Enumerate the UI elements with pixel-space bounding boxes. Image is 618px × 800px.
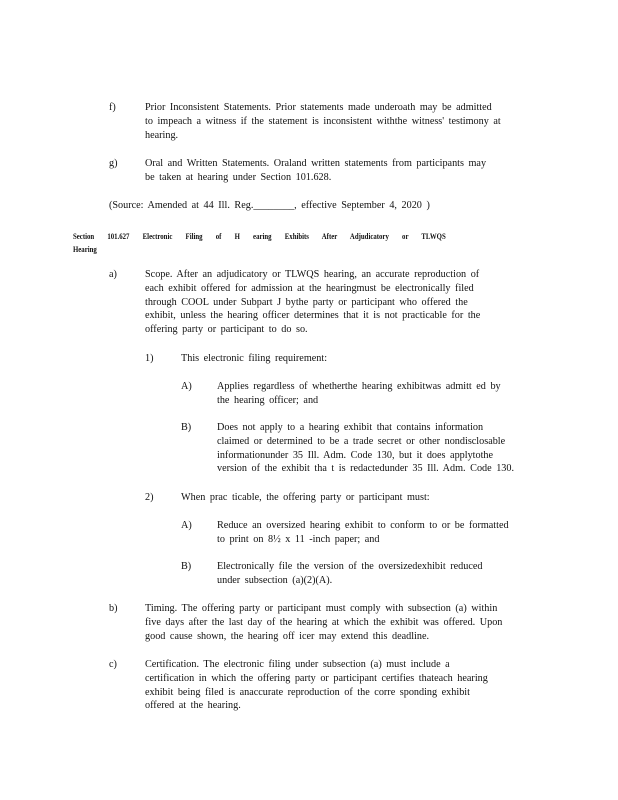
text-line: Reduce an oversized hearing exhibit to conform to or be formatted (217, 520, 509, 531)
text-line: version of the exhibit tha t is redactedunder 35 Ill. Adm. Code 130. (217, 463, 515, 475)
item-a2-text (181, 491, 430, 505)
text-line: under subsection (a)(2)(A). (217, 574, 333, 586)
item-label-g: g) (109, 158, 118, 169)
text-line: informationunder 35 Ill. Adm. Code 130, but it does applytothe (217, 449, 494, 461)
section-heading (73, 230, 446, 256)
section-heading-line: Section 101.627 Electronic Filing of H earing Exhibits After Adjudicatory or TLWQS (73, 232, 446, 241)
text-line: each exhibit offered for admission at the hearingmust be electronically filed (145, 282, 474, 294)
text-line: exhibit, unless the hearing officer determines that it is not practicable for the (145, 310, 481, 322)
text-line: Timing. The offering party or participant must comply with subsection (a) within (145, 603, 498, 614)
item-label-a1: 1) (145, 353, 154, 364)
item-label-a: a) (109, 269, 117, 280)
section-heading-line: Hearing (73, 245, 97, 254)
item-a1B-text (217, 421, 514, 476)
text-line: hearing. (145, 129, 179, 141)
item-b-text (145, 602, 502, 643)
text-line: Certification. The electronic filing under subsection (a) must include a (145, 659, 450, 670)
text-line: through COOL under Subpart J bythe party or participant who offered the (145, 296, 468, 308)
text-line: Does not apply to a hearing exhibit that contains information (217, 422, 484, 433)
text-line: Scope. After an adjudicatory or TLWQS hearing, an accurate reproduction of (145, 269, 480, 280)
item-c-text (145, 658, 488, 713)
item-a1A-text (217, 380, 501, 408)
item-f-text (145, 101, 501, 142)
item-a2B-text (217, 560, 482, 588)
text-line: Prior Inconsistent Statements. Prior statements made underoath may be admitted (145, 102, 492, 113)
item-label-a2A: A) (181, 520, 192, 531)
text-line: be taken at hearing under Section 101.628. (145, 171, 332, 183)
text-line: five days after the last day of the hearing at which the exhibit was offered. Upon (145, 616, 503, 628)
text-line: certification in which the offering party or participant certifies thateach hearing (145, 672, 488, 684)
text-line: exhibit being filed is anaccurate reproduction of the corre sponding exhibit (145, 686, 470, 698)
source-note (109, 199, 430, 213)
text-line: offered at the hearing. (145, 700, 241, 712)
item-a1-text (181, 352, 327, 366)
text-line: Applies regardless of whetherthe hearing exhibitwas admitt ed by (217, 381, 501, 392)
item-a-text (145, 268, 480, 337)
text-line: This electronic filing requirement: (181, 353, 328, 364)
text-line: good cause shown, the hearing off icer may extend this deadline. (145, 630, 430, 642)
text-line: offering party or participant to do so. (145, 324, 308, 336)
text-line: Electronically file the version of the oversizedexhibit reduced (217, 561, 483, 572)
source-note-text: (Source: Amended at 44 Ill. Reg.________, effective September 4, 2020 ) (109, 200, 430, 211)
item-label-a1B: B) (181, 422, 192, 433)
item-label-a2: 2) (145, 492, 154, 503)
text-line: Oral and Written Statements. Oraland written statements from participants may (145, 158, 487, 169)
text-line: When prac ticable, the offering party or participant must: (181, 492, 430, 503)
text-line: to print on 8½ x 11 -inch paper; and (217, 533, 380, 545)
item-label-b: b) (109, 603, 118, 614)
item-label-f: f) (109, 102, 116, 113)
item-a2A-text (217, 519, 509, 547)
item-label-a1A: A) (181, 381, 192, 392)
item-g-text (145, 157, 486, 185)
text-line: to impeach a witness if the statement is inconsistent withthe witness' testimony at (145, 115, 501, 127)
item-label-a2B: B) (181, 561, 192, 572)
text-line: the hearing officer; and (217, 394, 319, 406)
item-label-c: c) (109, 659, 117, 670)
text-line: claimed or determined to be a trade secret or other nondisclosable (217, 435, 506, 447)
